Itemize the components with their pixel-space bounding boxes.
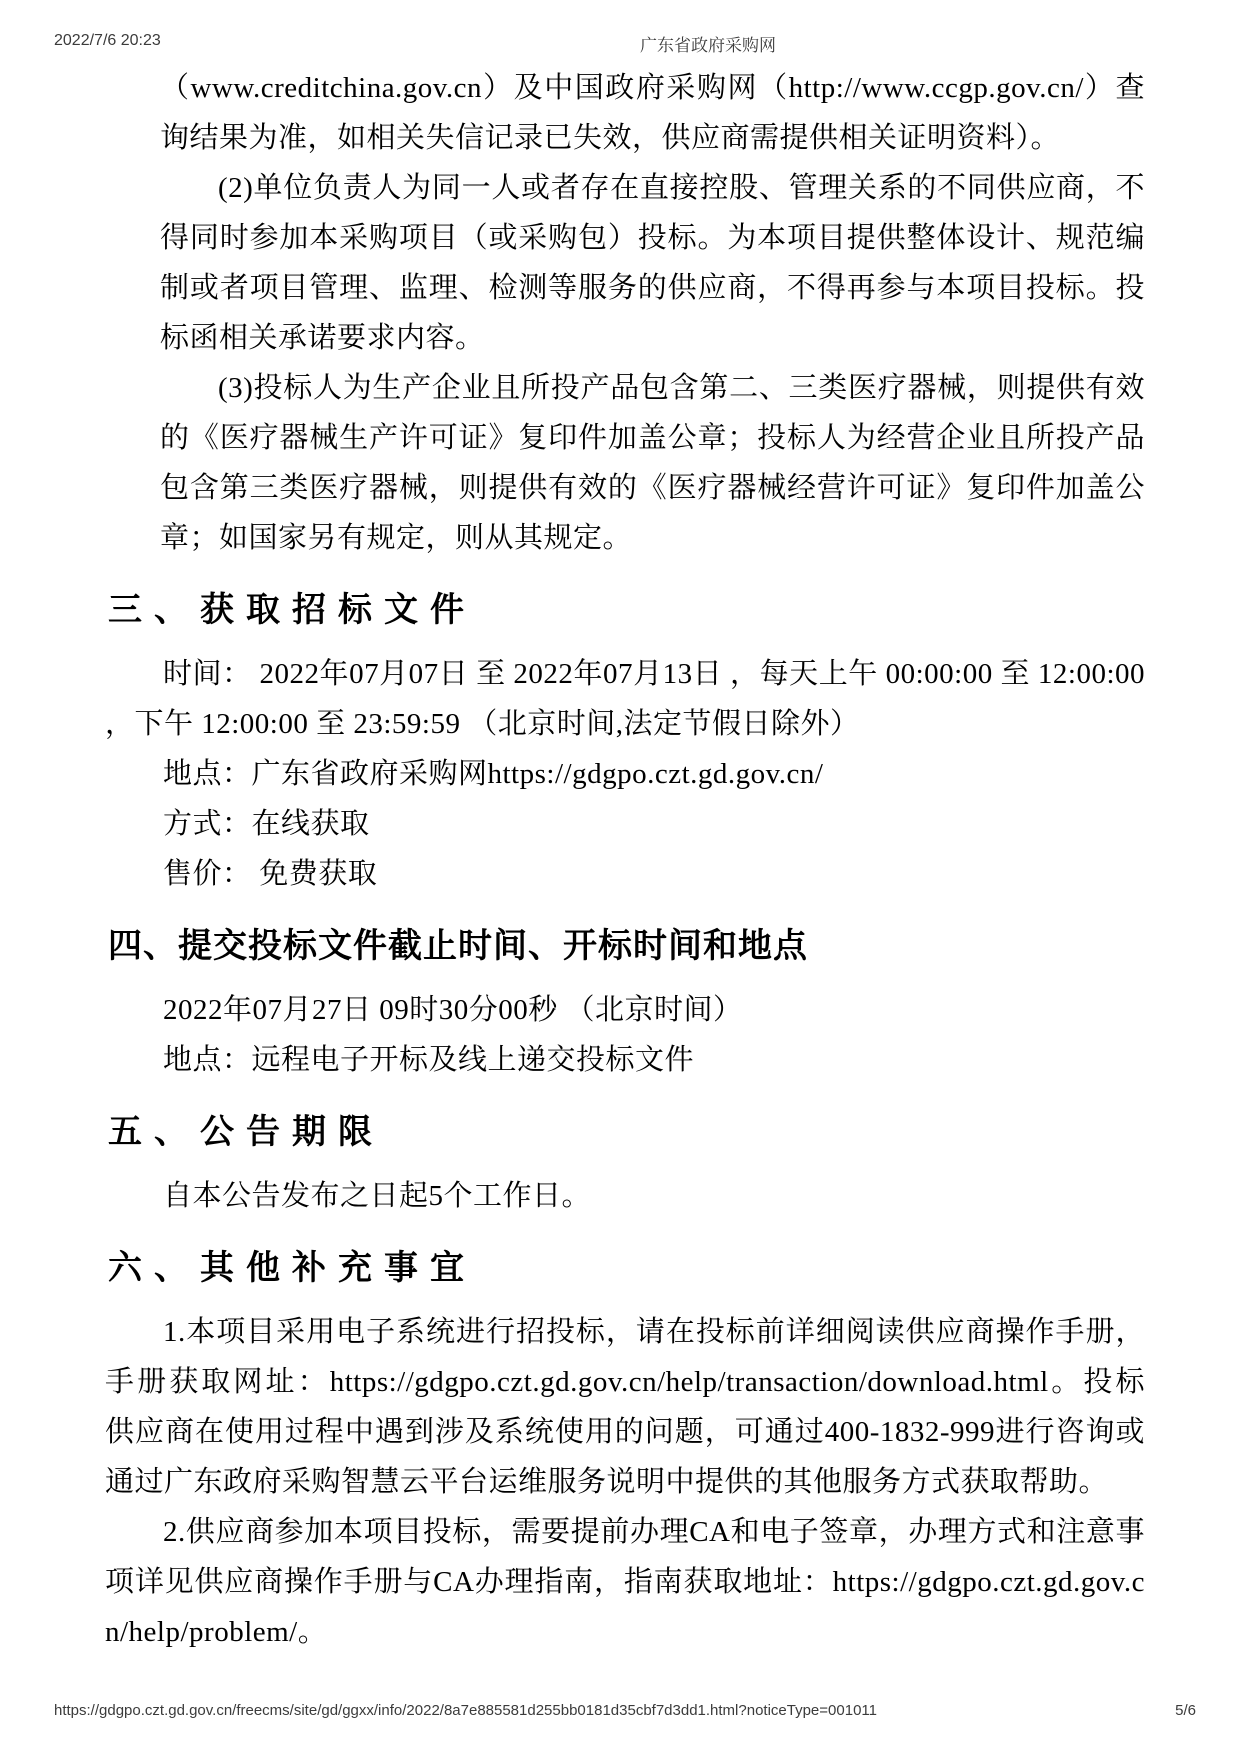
para-supplement-2: 2.供应商参加本项目投标，需要提前办理CA和电子签章，办理方式和注意事项详见供应商操作手册与CA办理指南，指南获取地址：https://gdgpo.czt.gd.gov.cn/help/problem/。 [105, 1516, 1145, 1648]
para-obtain-method: 方式：在线获取 [163, 808, 370, 840]
print-header-datetime: 2022/7/6 20:23 [54, 32, 161, 49]
para-rule-2: (2)单位负责人为同一人或者存在直接控股、管理关系的不同供应商，不得同时参加本采购项目（或采购包）投标。为本项目提供整体设计、规范编制或者项目管理、监理、检测等服务的供应商，不得再参与本项目投标。投标函相关承诺要求内容。 [160, 172, 1145, 354]
document-body [105, 63, 1145, 1657]
para-announcement-duration: 自本公告发布之日起5个工作日。 [163, 1180, 592, 1212]
section-heading-submission-deadline: 四、提交投标文件截止时间、开标时间和地点 [108, 928, 808, 965]
para-credit-check-continued: （www.creditchina.gov.cn）及中国政府采购网（http://www.ccgp.gov.cn/）查询结果为准，如相关失信记录已失效，供应商需提供相关证明资料）。 [160, 72, 1145, 154]
para-supplement-1: 1.本项目采用电子系统进行招投标，请在投标前详细阅读供应商操作手册，手册获取网址：https://gdgpo.czt.gd.gov.cn/help/transaction/download.html。投标供应商在使用过程中遇到涉及系统使用的问题，可通过400-1832-999进行咨询或通过广东政府采购智慧云平台运维服务说明中提供的其他服务方式获取帮助。 [105, 1316, 1145, 1498]
para-bid-opening-location: 地点：远程电子开标及线上递交投标文件 [163, 1044, 695, 1076]
section-heading-announcement-period: 五、公告期限 [108, 1114, 384, 1151]
para-rule-3: (3)投标人为生产企业且所投产品包含第二、三类医疗器械，则提供有效的《医疗器械生产许可证》复印件加盖公章；投标人为经营企业且所投产品包含第三类医疗器械，则提供有效的《医疗器械经营许可证》复印件加盖公章；如国家另有规定，则从其规定。 [160, 372, 1145, 554]
para-obtain-time: 时间： 2022年07月07日 至 2022年07月13日 ，每天上午 00:00:00 至 12:00:00 ，下午 12:00:00 至 23:59:59 （北京时间,法定节假日除外） [105, 658, 1145, 740]
print-footer-source-url: https://gdgpo.czt.gd.gov.cn/freecms/site/gd/ggxx/info/2022/8a7e885581d255bb0181d35cbf7d3dd1.html?noticeType=001011 [54, 1702, 877, 1719]
print-header-site-title: 广东省政府采购网 [640, 36, 776, 55]
para-bid-opening-time: 2022年07月27日 09时30分00秒 （北京时间） [163, 994, 743, 1026]
para-obtain-price: 售价： 免费获取 [163, 858, 378, 890]
para-obtain-location: 地点：广东省政府采购网https://gdgpo.czt.gd.gov.cn/ [163, 758, 824, 790]
section-heading-other-matters: 六、其他补充事宜 [108, 1250, 476, 1287]
print-footer-page-number: 5/6 [1175, 1702, 1196, 1719]
section-heading-obtain-bid-documents: 三、获取招标文件 [108, 592, 476, 629]
